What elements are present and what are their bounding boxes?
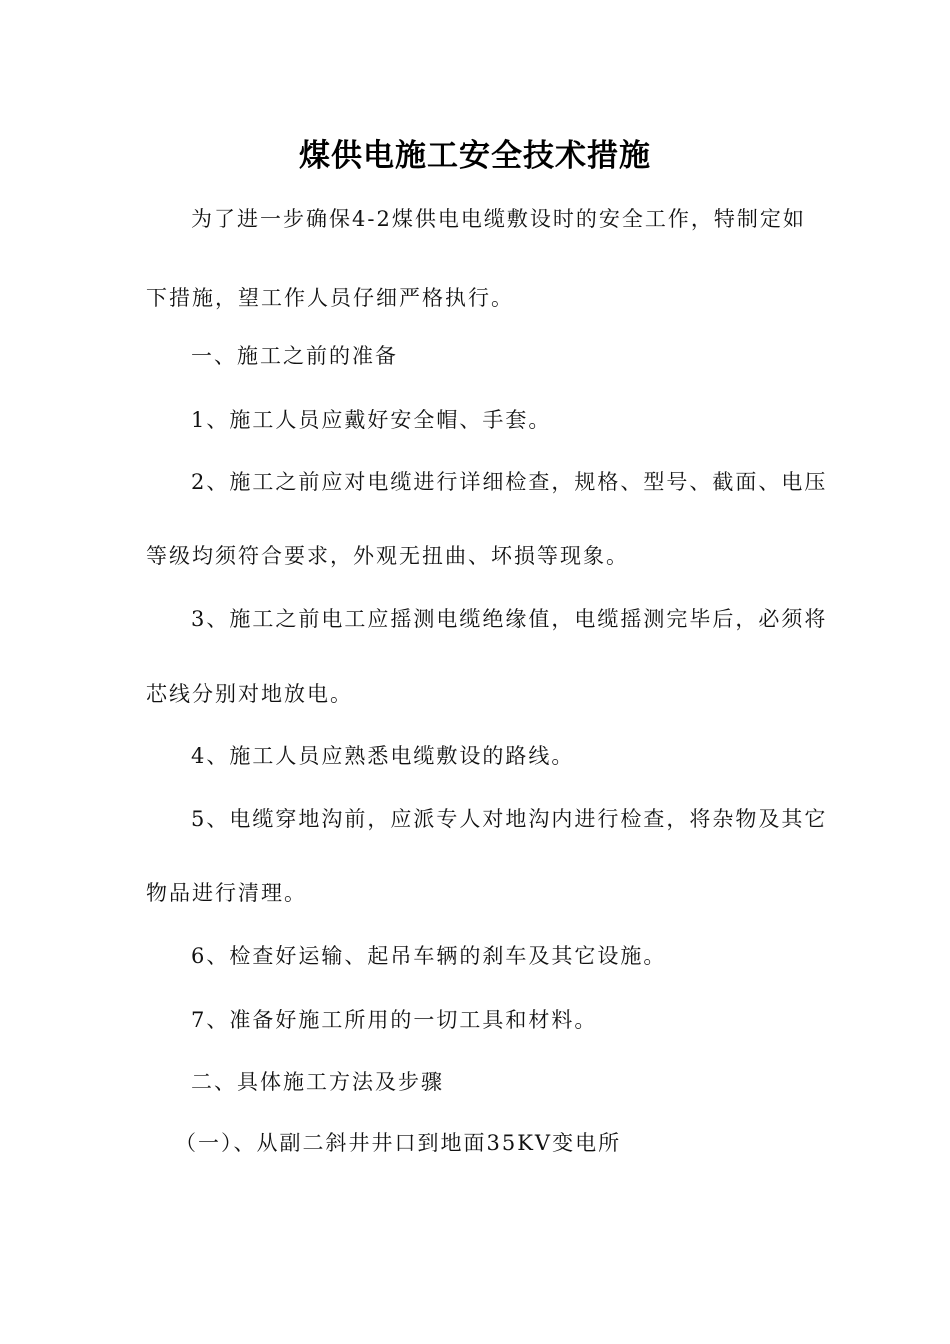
paragraph-line: 为了进一步确保4-2煤供电电缆敷设时的安全工作，特制定如 (191, 207, 806, 231)
list-item-continuation: 芯线分别对地放电。 (146, 682, 353, 706)
list-item: 3、施工之前电工应摇测电缆绝缘值，电缆摇测完毕后，必须将 (191, 607, 828, 631)
subsection-heading: （一）、从副二斜井井口到地面35KV变电所 (175, 1131, 622, 1155)
section-heading: 一、施工之前的准备 (191, 344, 398, 368)
list-item: 4、施工人员应熟悉电缆敷设的路线。 (191, 744, 575, 768)
list-item: 6、检查好运输、起吊车辆的刹车及其它设施。 (191, 944, 667, 968)
list-item: 5、电缆穿地沟前，应派专人对地沟内进行检查，将杂物及其它 (191, 807, 828, 831)
section-heading: 二、具体施工方法及步骤 (191, 1070, 444, 1094)
list-item: 2、施工之前应对电缆进行详细检查，规格、型号、截面、电压 (191, 470, 828, 494)
document-title: 煤供电施工安全技术措施 (299, 138, 651, 174)
list-item: 1、施工人员应戴好安全帽、手套。 (191, 408, 552, 432)
paragraph-line: 下措施，望工作人员仔细严格执行。 (146, 286, 514, 310)
list-item: 7、准备好施工所用的一切工具和材料。 (191, 1008, 598, 1032)
list-item-continuation: 等级均须符合要求，外观无扭曲、坏损等现象。 (146, 544, 629, 568)
list-item-continuation: 物品进行清理。 (146, 881, 307, 905)
